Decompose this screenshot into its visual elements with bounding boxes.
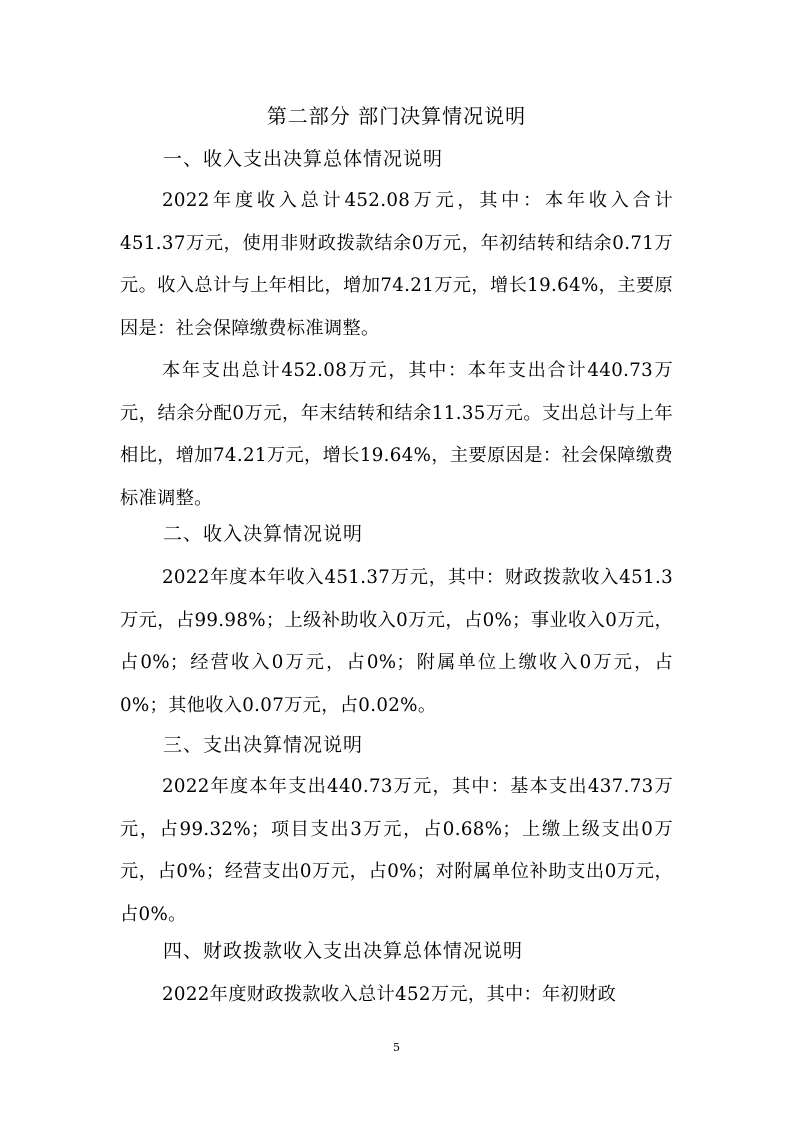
paragraph-income-expense-income: 2022年度收入总计452.08万元，其中：本年收入合计451.37万元，使用非财政拨款结余0万元，年初结转和结余0.71万元。收入总计与上年相比，增加74.21万元，增长19.64%，主要原因是：社会保障缴费标准调整。 [120,190,673,339]
section-heading-3: 三、支出决算情况说明 [163,734,364,756]
paragraph-fiscal-allocation: 2022年度财政拨款收入总计452万元，其中：年初财政 [162,984,617,1005]
section-heading-2: 二、收入决算情况说明 [163,523,364,545]
paragraph-income-expense-expense: 本年支出总计452.08万元，其中：本年支出合计440.73万元，结余分配0万元，年末结转和结余11.35万元。支出总计与上年相比，增加74.21万元，增长19.64%，主要原因是：社会保障缴费标准调整。 [120,360,673,509]
paragraph-expense-details: 2022年度本年支出440.73万元，其中：基本支出437.73万元，占99.32%；项目支出3万元，占0.68%；上缴上级支出0万元，占0%；经营支出0万元，占0%；对附属单位补助支出0万元，占0%。 [120,776,673,925]
page-number: 5 [393,1041,400,1054]
section-heading-4: 四、财政拨款收入支出决算总体情况说明 [163,940,524,962]
paragraph-income-details: 2022年度本年收入451.37万元，其中：财政拨款收入451.3万元，占99.98%；上级补助收入0万元，占0%；事业收入0万元，占0%；经营收入0万元，占0%；附属单位上缴收入0万元，占0%；其他收入0.07万元，占0.02%。 [120,567,673,716]
page-title: 第二部分 部门决算情况说明 [266,104,527,128]
section-heading-1: 一、收入支出决算总体情况说明 [163,148,444,170]
